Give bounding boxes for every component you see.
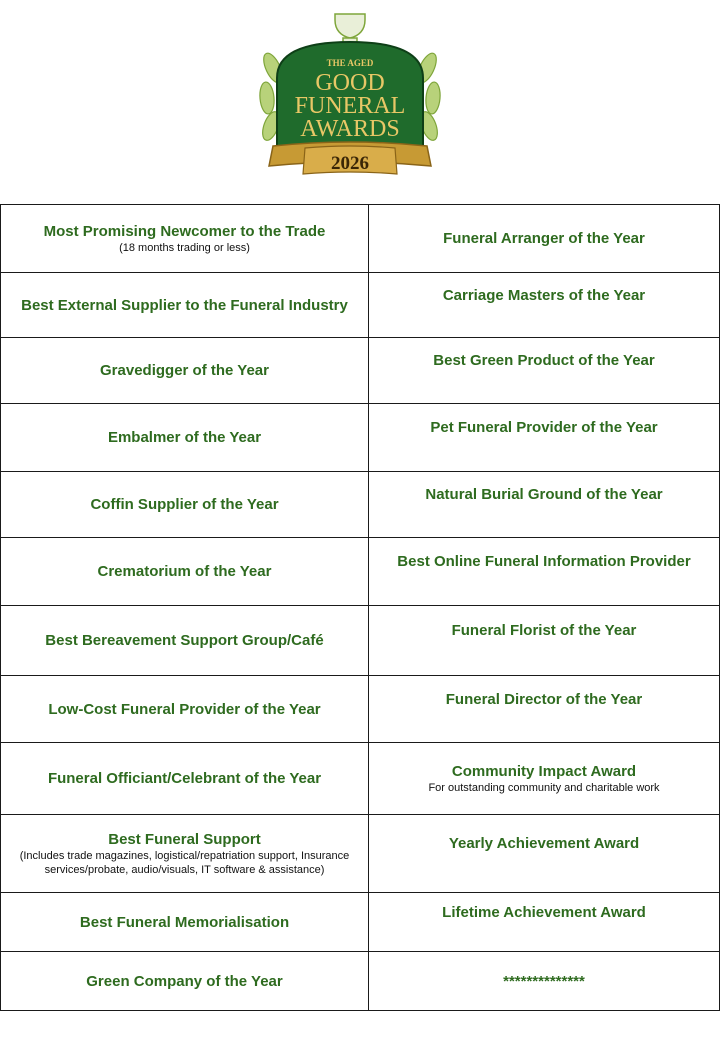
- award-cell-right: [369, 273, 720, 338]
- award-title: Green Company of the Year: [86, 972, 283, 990]
- award-cell-left: [1, 538, 369, 606]
- award-subtitle: For outstanding community and charitable work: [428, 782, 660, 794]
- award-title: Funeral Arranger of the Year: [443, 230, 645, 247]
- awards-table: [0, 204, 720, 1011]
- award-cell-left: [1, 606, 369, 676]
- award-subtitle: (Includes trade magazines, logistical/repatriation support, Insurance services/probate, audio/visuals, IT software & assistance): [19, 850, 350, 876]
- award-title: Best Funeral Support: [108, 831, 261, 848]
- award-cell-left: [1, 472, 369, 538]
- award-title: Best Bereavement Support Group/Café: [45, 632, 324, 649]
- award-title: Crematorium of the Year: [97, 563, 272, 580]
- award-cell-left: [1, 815, 369, 893]
- award-cell-left: [1, 893, 369, 952]
- logo-line-the-aged: THE AGED: [326, 58, 374, 68]
- award-row: [1, 538, 720, 606]
- award-cell-left: [1, 205, 369, 273]
- award-subtitle: (18 months trading or less): [119, 242, 250, 254]
- award-title: Embalmer of the Year: [107, 429, 262, 446]
- award-row: [1, 338, 720, 404]
- award-cell-right: [369, 338, 720, 404]
- award-title: Most Promising Newcomer to the Trade: [43, 223, 326, 240]
- award-row: [1, 893, 720, 952]
- award-cell-right: [369, 893, 720, 952]
- award-cell-left: [1, 676, 369, 743]
- award-row: [1, 273, 720, 338]
- award-title: Community Impact Award: [451, 763, 637, 780]
- award-title: Lifetime Achievement Award: [442, 903, 646, 921]
- award-cell-left: [1, 273, 369, 338]
- award-title: Gravedigger of the Year: [100, 362, 269, 379]
- award-row: [1, 205, 720, 273]
- logo-year: 2026: [331, 153, 369, 174]
- award-cell-left: [1, 404, 369, 472]
- award-cell-right: [369, 815, 720, 893]
- award-row: [1, 472, 720, 538]
- award-title: Best Green Product of the Year: [433, 352, 655, 369]
- award-cell-left: [1, 952, 369, 1011]
- award-title: Pet Funeral Provider of the Year: [430, 419, 658, 436]
- award-row: [1, 404, 720, 472]
- award-cell-right: [369, 743, 720, 815]
- award-row: [1, 676, 720, 743]
- award-title: **************: [503, 972, 585, 990]
- award-cell-left: [1, 338, 369, 404]
- award-title: Best Online Funeral Information Provider: [397, 553, 691, 570]
- award-title: Carriage Masters of the Year: [442, 286, 646, 304]
- award-cell-right: [369, 676, 720, 743]
- award-title: Funeral Director of the Year: [445, 690, 643, 708]
- award-cell-right: [369, 606, 720, 676]
- award-title: Coffin Supplier of the Year: [90, 496, 279, 513]
- award-row: [1, 952, 720, 1011]
- logo-line-funeral: FUNERAL: [294, 93, 406, 119]
- award-cell-left: [1, 743, 369, 815]
- award-title: Yearly Achievement Award: [448, 835, 640, 852]
- awards-table-body: [1, 205, 720, 1011]
- logo-line-awards: AWARDS: [300, 116, 400, 142]
- award-row: [1, 606, 720, 676]
- award-cell-right: [369, 472, 720, 538]
- award-row: [1, 815, 720, 893]
- award-title: Best External Supplier to the Funeral Industry: [21, 296, 348, 314]
- award-title: Funeral Officiant/Celebrant of the Year: [47, 770, 322, 787]
- award-title: Natural Burial Ground of the Year: [425, 486, 663, 503]
- award-title: Funeral Florist of the Year: [451, 622, 637, 639]
- award-cell-right: [369, 538, 720, 606]
- award-cell-right: [369, 952, 720, 1011]
- award-title: Low-Cost Funeral Provider of the Year: [48, 700, 321, 718]
- logo-line-good: GOOD: [315, 70, 385, 96]
- award-title: Best Funeral Memorialisation: [79, 913, 290, 931]
- good-funeral-awards-logo: [255, 8, 445, 180]
- award-cell-right: [369, 205, 720, 273]
- award-row: [1, 743, 720, 815]
- award-cell-right: [369, 404, 720, 472]
